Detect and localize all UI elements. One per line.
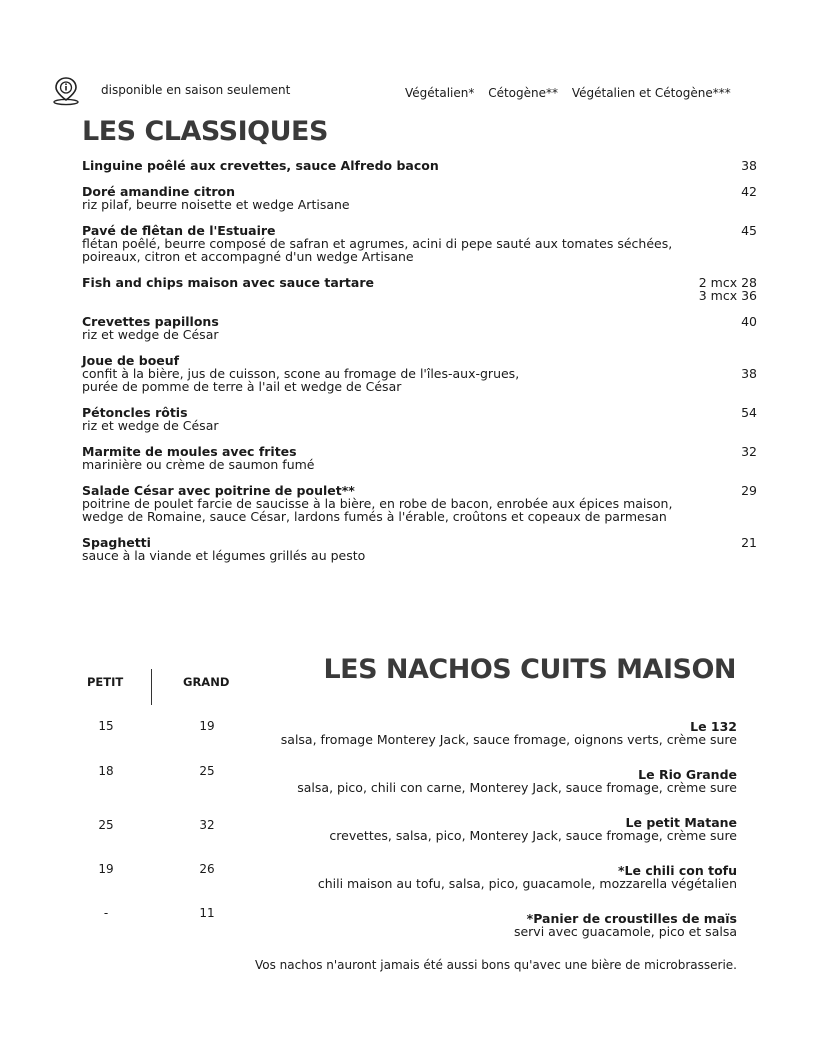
menu-item-name: Salade César avec poitrine de poulet**: [82, 483, 355, 498]
section-title-nachos: LES NACHOS CUITS MAISON: [323, 654, 736, 685]
menu-item-price: 2 mcx 28 3 mcx 36: [698, 275, 757, 303]
nacho-item-name: Le Rio Grande: [638, 767, 737, 782]
price-petit: -: [103, 906, 109, 920]
menu-item: [82, 185, 757, 211]
column-divider: [151, 669, 152, 705]
seasonal-note: disponible en saison seulement: [101, 83, 291, 97]
nacho-item: [257, 864, 737, 890]
menu-item-description: sauce à la viande et légumes grillés au pesto: [82, 548, 366, 563]
menu-item: [82, 406, 757, 432]
price-grand: 32: [199, 818, 215, 832]
menu-item-name: Pavé de flêtan de l'Estuaire: [82, 223, 276, 238]
price-grand: 11: [199, 906, 215, 920]
price-petit: 19: [98, 862, 114, 876]
nacho-item: [257, 720, 737, 746]
nacho-item: [257, 816, 737, 842]
menu-item-description: flétan poêlé, beurre composé de safran et agrumes, acini di pepe sauté aux tomates séchées, poireaux, citron et accompagné d'un wedge Artisane: [82, 236, 673, 264]
nacho-item: [257, 912, 737, 938]
menu-item-name: Linguine poêlé aux crevettes, sauce Alfredo bacon: [82, 158, 439, 173]
menu-item-name: Joue de boeuf: [82, 353, 180, 368]
nacho-item-name: *Le chili con tofu: [618, 863, 737, 878]
price-grand: 26: [199, 862, 215, 876]
menu-item-description: riz pilaf, beurre noisette et wedge Artisane: [82, 197, 350, 212]
nacho-item-name: Le 132: [690, 719, 737, 734]
menu-item-price: 40: [741, 314, 757, 329]
menu-item-price: 45: [741, 223, 757, 238]
nacho-item: [257, 768, 737, 794]
size-column-petit: PETIT: [87, 675, 124, 689]
section-title-classiques: LES CLASSIQUES: [82, 116, 328, 147]
menu-item: [82, 275, 757, 303]
nacho-item-description: salsa, fromage Monterey Jack, sauce fromage, oignons verts, crème sure: [280, 732, 737, 747]
price-petit: 18: [98, 764, 114, 778]
diet-legend-vegan: Végétalien*: [405, 86, 475, 100]
nacho-item-description: crevettes, salsa, pico, Monterey Jack, sauce fromage, crème sure: [329, 828, 737, 843]
menu-item-price: 38: [741, 366, 757, 381]
menu-item: [82, 224, 757, 263]
menu-item-description: riz et wedge de César: [82, 327, 219, 342]
menu-item-price: 32: [741, 444, 757, 459]
menu-item-price: 21: [741, 535, 757, 550]
nachos-footnote: Vos nachos n'auront jamais été aussi bons qu'avec une bière de microbrasserie.: [255, 958, 737, 972]
menu-item-description: poitrine de poulet farcie de saucisse à la bière, en robe de bacon, enrobée aux épices maison, wedge de Romaine, sauce César, lardons fumés à l'érable, croûtons et copeaux de parmesan: [82, 496, 673, 524]
diet-legend-keto: Cétogène**: [488, 86, 558, 100]
price-grand: 19: [199, 719, 215, 733]
nacho-item-name: *Panier de croustilles de maïs: [526, 911, 737, 926]
seasonal-info-icon: [52, 76, 80, 106]
menu-item-name: Fish and chips maison avec sauce tartare: [82, 275, 374, 290]
menu-item-description: marinière ou crème de saumon fumé: [82, 457, 315, 472]
menu-item: [82, 484, 757, 523]
price-petit: 25: [98, 818, 114, 832]
menu-item-name: Pétoncles rôtis: [82, 405, 188, 420]
diet-legend: [405, 86, 731, 100]
price-grand: 25: [199, 764, 215, 778]
size-column-grand: GRAND: [183, 675, 230, 689]
menu-item-name: Doré amandine citron: [82, 184, 236, 199]
menu-item-name: Crevettes papillons: [82, 314, 219, 329]
price-petit: 15: [98, 719, 114, 733]
menu-item-name: Marmite de moules avec frites: [82, 444, 297, 459]
menu-item-price: 38: [741, 158, 757, 173]
menu-item-description: confit à la bière, jus de cuisson, scone au fromage de l'îles-aux-grues, purée de pomme de terre à l'ail et wedge de César: [82, 366, 520, 394]
menu-item: [82, 315, 757, 341]
menu-item-price: 29: [741, 483, 757, 498]
menu-item-price: 42: [741, 184, 757, 199]
nacho-item-description: chili maison au tofu, salsa, pico, guacamole, mozzarella végétalien: [317, 876, 737, 891]
diet-legend-vegan-keto: Végétalien et Cétogène***: [571, 86, 731, 100]
menu-item-price: 54: [741, 405, 757, 420]
menu-item-description: riz et wedge de César: [82, 418, 219, 433]
nacho-item-description: salsa, pico, chili con carne, Monterey Jack, sauce fromage, crème sure: [297, 780, 737, 795]
menu-item: [82, 536, 757, 562]
nacho-item-name: Le petit Matane: [625, 815, 737, 830]
menu-item-name: Spaghetti: [82, 535, 151, 550]
menu-item: [82, 445, 757, 471]
menu-item: [82, 354, 757, 393]
menu-item: [82, 159, 757, 172]
nacho-item-description: servi avec guacamole, pico et salsa: [513, 924, 737, 939]
